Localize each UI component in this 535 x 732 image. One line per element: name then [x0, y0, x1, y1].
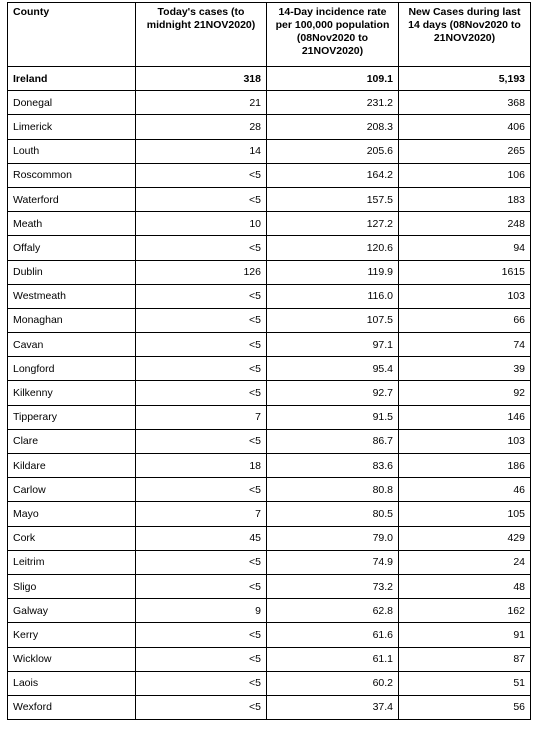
county-cell: Cork — [8, 526, 136, 550]
new-cases-cell: 91 — [399, 623, 531, 647]
county-cell: Offaly — [8, 236, 136, 260]
table-row — [8, 357, 531, 381]
new-cases-cell: 24 — [399, 550, 531, 574]
county-cell: Meath — [8, 212, 136, 236]
todays-cases-cell: 7 — [136, 405, 267, 429]
new-cases-cell: 146 — [399, 405, 531, 429]
incidence-rate-cell: 80.8 — [267, 478, 399, 502]
table-row — [8, 429, 531, 453]
incidence-rate-cell: 109.1 — [267, 67, 399, 91]
todays-cases-cell: 28 — [136, 115, 267, 139]
table-row — [8, 526, 531, 550]
table-row — [8, 308, 531, 332]
incidence-rate-cell: 205.6 — [267, 139, 399, 163]
table-row — [8, 647, 531, 671]
incidence-rate-cell: 61.6 — [267, 623, 399, 647]
incidence-rate-cell: 116.0 — [267, 284, 399, 308]
incidence-rate-cell: 231.2 — [267, 91, 399, 115]
county-cell: Longford — [8, 357, 136, 381]
table-row — [8, 139, 531, 163]
new-cases-cell: 5,193 — [399, 67, 531, 91]
county-cell: Laois — [8, 671, 136, 695]
new-cases-cell: 87 — [399, 647, 531, 671]
incidence-rate-cell: 95.4 — [267, 357, 399, 381]
county-cell: Ireland — [8, 67, 136, 91]
table-row — [8, 405, 531, 429]
county-cell: Roscommon — [8, 163, 136, 187]
county-cell: Wicklow — [8, 647, 136, 671]
county-cell: Tipperary — [8, 405, 136, 429]
county-cell: Waterford — [8, 187, 136, 211]
table-header — [8, 3, 531, 67]
county-cell: Monaghan — [8, 308, 136, 332]
new-cases-cell: 51 — [399, 671, 531, 695]
new-cases-cell: 56 — [399, 695, 531, 719]
table-row — [8, 187, 531, 211]
todays-cases-cell: 318 — [136, 67, 267, 91]
county-cell: Kerry — [8, 623, 136, 647]
county-cell: Wexford — [8, 695, 136, 719]
todays-cases-cell: 9 — [136, 599, 267, 623]
todays-cases-cell: <5 — [136, 236, 267, 260]
county-cell: Leitrim — [8, 550, 136, 574]
table-row — [8, 333, 531, 357]
table-row — [8, 212, 531, 236]
incidence-rate-cell: 157.5 — [267, 187, 399, 211]
new-cases-cell: 103 — [399, 284, 531, 308]
table-row — [8, 381, 531, 405]
table-row — [8, 236, 531, 260]
table-row — [8, 599, 531, 623]
county-cell: Kilkenny — [8, 381, 136, 405]
todays-cases-cell: <5 — [136, 163, 267, 187]
table-row — [8, 284, 531, 308]
new-cases-cell: 39 — [399, 357, 531, 381]
incidence-rate-cell: 73.2 — [267, 574, 399, 598]
incidence-rate-cell: 80.5 — [267, 502, 399, 526]
todays-cases-cell: <5 — [136, 333, 267, 357]
table-body — [8, 67, 531, 720]
todays-cases-cell: <5 — [136, 429, 267, 453]
todays-cases-cell: 7 — [136, 502, 267, 526]
incidence-rate-cell: 79.0 — [267, 526, 399, 550]
county-cell: Louth — [8, 139, 136, 163]
new-cases-cell: 46 — [399, 478, 531, 502]
incidence-rate-cell: 208.3 — [267, 115, 399, 139]
todays-cases-cell: <5 — [136, 187, 267, 211]
todays-cases-cell: <5 — [136, 695, 267, 719]
county-cell: Sligo — [8, 574, 136, 598]
header-county: County — [8, 3, 136, 67]
county-cell: Galway — [8, 599, 136, 623]
incidence-rate-cell: 107.5 — [267, 308, 399, 332]
county-cell: Cavan — [8, 333, 136, 357]
new-cases-cell: 186 — [399, 454, 531, 478]
table-row — [8, 91, 531, 115]
todays-cases-cell: <5 — [136, 623, 267, 647]
todays-cases-cell: <5 — [136, 647, 267, 671]
incidence-rate-cell: 62.8 — [267, 599, 399, 623]
incidence-rate-cell: 74.9 — [267, 550, 399, 574]
incidence-rate-cell: 37.4 — [267, 695, 399, 719]
incidence-rate-cell: 61.1 — [267, 647, 399, 671]
todays-cases-cell: <5 — [136, 550, 267, 574]
new-cases-cell: 183 — [399, 187, 531, 211]
incidence-rate-cell: 91.5 — [267, 405, 399, 429]
county-cell: Dublin — [8, 260, 136, 284]
new-cases-cell: 74 — [399, 333, 531, 357]
header-row — [8, 3, 531, 67]
todays-cases-cell: <5 — [136, 308, 267, 332]
table-row — [8, 454, 531, 478]
todays-cases-cell: 45 — [136, 526, 267, 550]
county-cell: Mayo — [8, 502, 136, 526]
table-row — [8, 478, 531, 502]
todays-cases-cell: <5 — [136, 478, 267, 502]
county-cases-table — [7, 2, 531, 720]
county-cell: Kildare — [8, 454, 136, 478]
new-cases-cell: 66 — [399, 308, 531, 332]
new-cases-cell: 94 — [399, 236, 531, 260]
table-row — [8, 623, 531, 647]
todays-cases-cell: 10 — [136, 212, 267, 236]
county-cell: Carlow — [8, 478, 136, 502]
todays-cases-cell: <5 — [136, 357, 267, 381]
table-row — [8, 115, 531, 139]
new-cases-cell: 1615 — [399, 260, 531, 284]
table-row — [8, 671, 531, 695]
table-row — [8, 502, 531, 526]
new-cases-cell: 105 — [399, 502, 531, 526]
table-row — [8, 695, 531, 719]
new-cases-cell: 103 — [399, 429, 531, 453]
incidence-rate-cell: 127.2 — [267, 212, 399, 236]
county-cell: Limerick — [8, 115, 136, 139]
incidence-rate-cell: 97.1 — [267, 333, 399, 357]
header-incidence-rate: 14-Day incidence rate per 100,000 population (08Nov2020 to 21NOV2020) — [267, 3, 399, 67]
incidence-rate-cell: 120.6 — [267, 236, 399, 260]
todays-cases-cell: <5 — [136, 381, 267, 405]
header-todays-cases: Today's cases (to midnight 21NOV2020) — [136, 3, 267, 67]
todays-cases-cell: 21 — [136, 91, 267, 115]
new-cases-cell: 106 — [399, 163, 531, 187]
new-cases-cell: 162 — [399, 599, 531, 623]
new-cases-cell: 265 — [399, 139, 531, 163]
incidence-rate-cell: 83.6 — [267, 454, 399, 478]
incidence-rate-cell: 86.7 — [267, 429, 399, 453]
todays-cases-cell: 18 — [136, 454, 267, 478]
todays-cases-cell: <5 — [136, 574, 267, 598]
header-new-cases: New Cases during last 14 days (08Nov2020 to 21NOV2020) — [399, 3, 531, 67]
county-cell: Westmeath — [8, 284, 136, 308]
new-cases-cell: 48 — [399, 574, 531, 598]
table-row — [8, 574, 531, 598]
incidence-rate-cell: 164.2 — [267, 163, 399, 187]
county-cell: Donegal — [8, 91, 136, 115]
total-row — [8, 67, 531, 91]
todays-cases-cell: <5 — [136, 284, 267, 308]
incidence-rate-cell: 60.2 — [267, 671, 399, 695]
todays-cases-cell: 126 — [136, 260, 267, 284]
incidence-rate-cell: 92.7 — [267, 381, 399, 405]
table-row — [8, 260, 531, 284]
new-cases-cell: 92 — [399, 381, 531, 405]
new-cases-cell: 406 — [399, 115, 531, 139]
todays-cases-cell: 14 — [136, 139, 267, 163]
table-row — [8, 163, 531, 187]
new-cases-cell: 429 — [399, 526, 531, 550]
todays-cases-cell: <5 — [136, 671, 267, 695]
table-row — [8, 550, 531, 574]
new-cases-cell: 248 — [399, 212, 531, 236]
incidence-rate-cell: 119.9 — [267, 260, 399, 284]
new-cases-cell: 368 — [399, 91, 531, 115]
county-cell: Clare — [8, 429, 136, 453]
